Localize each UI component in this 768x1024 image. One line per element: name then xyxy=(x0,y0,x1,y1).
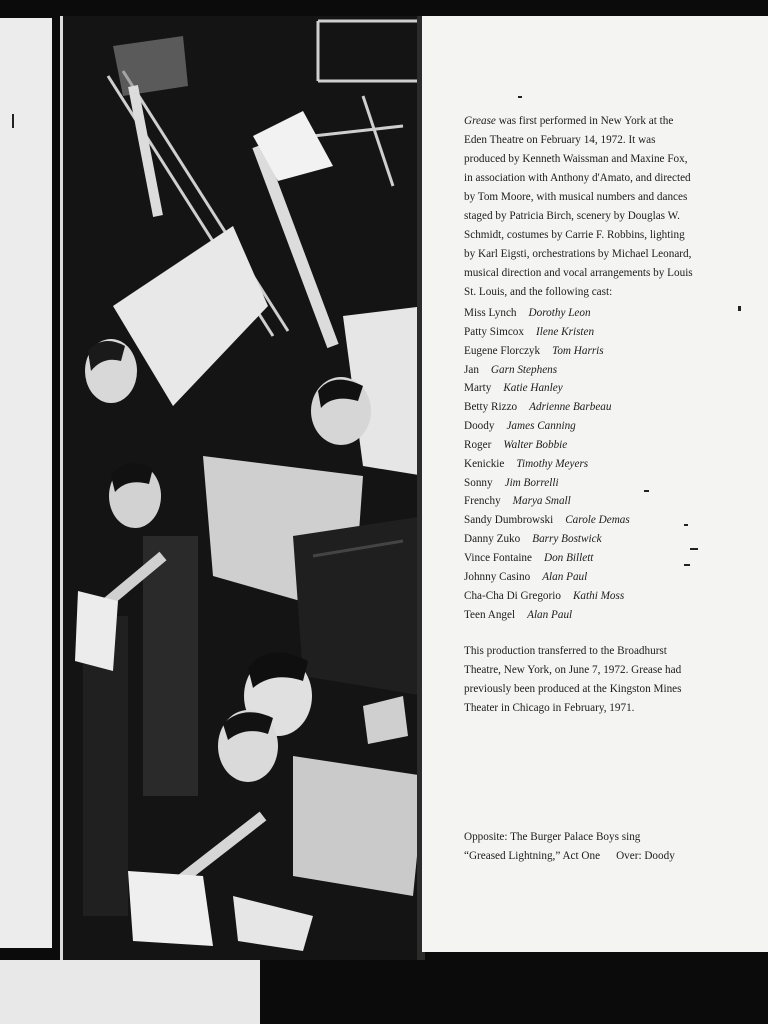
cast-row xyxy=(464,530,704,549)
cast-row xyxy=(464,511,704,530)
cast-row xyxy=(464,606,704,625)
role-name: Eugene Florczyk xyxy=(464,344,541,357)
role-name: Jan xyxy=(464,363,479,376)
role-name: Johnny Casino xyxy=(464,570,531,583)
actor-name: Tom Harris xyxy=(552,344,604,357)
role-name: Cha-Cha Di Gregorio xyxy=(464,589,561,602)
right-page xyxy=(422,16,768,952)
actor-name: Barry Bostwick xyxy=(532,533,602,546)
ink-speck xyxy=(684,524,688,526)
actor-name: Don Billett xyxy=(544,551,594,564)
role-name: Danny Zuko xyxy=(464,533,521,546)
show-title: Grease xyxy=(464,115,496,127)
actor-name: Kathi Moss xyxy=(572,589,625,602)
cast-row xyxy=(464,568,704,587)
ink-speck xyxy=(518,96,522,98)
cast-row xyxy=(464,398,704,417)
role-name: Roger xyxy=(464,438,492,451)
actor-name: James Canning xyxy=(506,420,576,433)
actor-name: Timothy Meyers xyxy=(516,457,589,470)
role-name: Doody xyxy=(464,420,495,433)
ink-speck xyxy=(690,548,698,550)
cast-row xyxy=(464,304,704,323)
caption-over: Over: Doody xyxy=(616,850,675,862)
actor-name: Marya Small xyxy=(512,495,571,508)
cast-row xyxy=(464,492,704,511)
actor-name: Jim Borrelli xyxy=(504,476,559,489)
actor-name: Adrienne Barbeau xyxy=(529,401,612,414)
ink-speck xyxy=(738,306,741,311)
production-photo xyxy=(60,16,425,960)
ink-speck xyxy=(644,490,649,492)
actor-name: Carole Demas xyxy=(565,514,630,527)
transfer-note: This production transferred to the Broadhurst Theatre, New York, on June 7, 1972. Grease had previously been produced at the Kingston Mines Theater in Chicago in February, 1971. xyxy=(464,645,682,714)
table-surface xyxy=(0,960,260,1024)
role-name: Marty xyxy=(464,382,492,395)
photo-graphic xyxy=(63,16,425,960)
ink-speck xyxy=(684,564,690,566)
caption-line-1: Opposite: The Burger Palace Boys sing xyxy=(464,831,641,843)
cast-row xyxy=(464,455,704,474)
intro-text: was first performed in New York at the Eden Theatre on February 14, 1972. It was produced by Kenneth Waissman and Maxine Fox, in association with Anthony d'Amato, and directed by Tom Moore, with musical numbers and dances staged by Patricia Birch, scenery by Douglas W. Schmidt, costumes by Carrie F. Robbins, lighting by Karl Eigsti, orchestrations by Michael Leonard, musical direction and vocal arrangements by Louis St. Louis, and the following cast: xyxy=(464,115,693,298)
cast-row xyxy=(464,379,704,398)
caption-line-2 xyxy=(464,847,696,866)
role-name: Sandy Dumbrowski xyxy=(464,514,554,527)
role-name: Miss Lynch xyxy=(464,307,517,319)
role-name: Vince Fontaine xyxy=(464,551,532,564)
production-intro xyxy=(464,112,696,302)
actor-name: Katie Hanley xyxy=(503,382,563,395)
role-name: Betty Rizzo xyxy=(464,401,518,414)
caption-song: “Greased Lightning,” Act One xyxy=(464,850,601,862)
role-name: Kenickie xyxy=(464,457,505,470)
photo-caption xyxy=(464,828,696,866)
cast-row xyxy=(464,417,704,436)
margin-mark xyxy=(12,114,14,128)
actor-name: Walter Bobbie xyxy=(503,438,568,451)
left-page-margin xyxy=(0,18,52,948)
cast-row xyxy=(464,587,704,606)
cast-row xyxy=(464,474,704,493)
cast-row xyxy=(464,323,704,342)
actor-name: Alan Paul xyxy=(527,608,573,621)
actor-name: Dorothy Leon xyxy=(528,307,591,319)
cast-row xyxy=(464,361,704,380)
cast-list xyxy=(464,304,704,624)
role-name: Patty Simcox xyxy=(464,325,524,338)
role-name: Sonny xyxy=(464,476,493,489)
role-name: Teen Angel xyxy=(464,608,516,621)
cast-row xyxy=(464,342,704,361)
cast-row xyxy=(464,549,704,568)
role-name: Frenchy xyxy=(464,495,501,508)
actor-name: Alan Paul xyxy=(542,570,588,583)
cast-row xyxy=(464,436,704,455)
actor-name: Garn Stephens xyxy=(490,363,558,376)
actor-name: Ilene Kristen xyxy=(535,325,595,338)
